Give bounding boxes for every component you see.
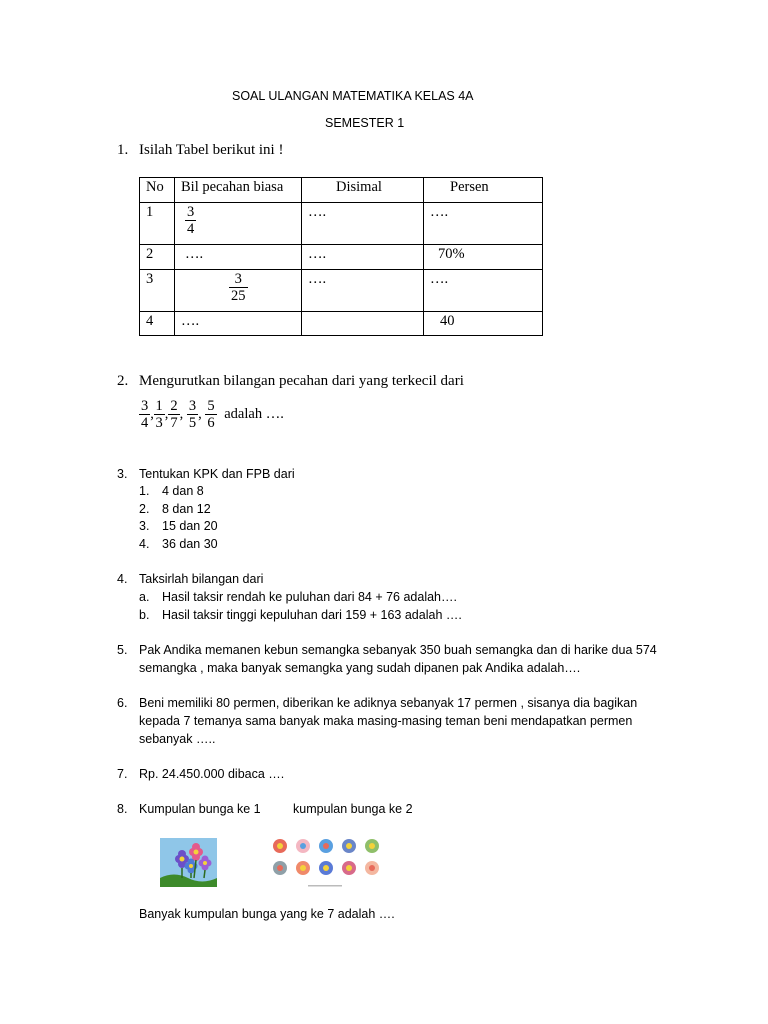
flower-group-2-image (268, 833, 382, 891)
row1-decimal: …. (302, 203, 424, 245)
flower-icon (273, 839, 287, 853)
row4-percent: 40 (424, 312, 543, 336)
header-fraction: Bil pecahan biasa (175, 178, 302, 203)
fraction-table (139, 177, 543, 336)
q2-frac4-num: 3 (188, 398, 197, 414)
q3-item-marker: 1. (139, 484, 150, 498)
q4-item-marker: b. (139, 608, 150, 622)
q5-line: semangka , maka banyak semangka yang sudah dipanen pak Andika adalah…. (139, 661, 581, 675)
q3-item: 15 dan 20 (162, 519, 218, 533)
table-row (140, 203, 543, 245)
table-row (140, 312, 543, 336)
flower-icon (273, 861, 287, 875)
q2-tail: adalah …. (224, 405, 284, 422)
row1-denominator: 4 (187, 221, 195, 237)
q4-number: 4. (117, 572, 128, 586)
q3-item-marker: 4. (139, 537, 150, 551)
row1-fraction (175, 203, 302, 245)
row1-no: 1 (140, 203, 175, 245)
q3-item: 8 dan 12 (162, 502, 211, 516)
q6-line: sebanyak ….. (139, 732, 216, 746)
row3-denominator: 25 (231, 288, 246, 304)
semester-label: SEMESTER 1 (325, 116, 405, 130)
q2-frac2-num: 1 (155, 398, 163, 414)
q7-number: 7. (117, 767, 128, 781)
q5-line: Pak Andika memanen kebun semangka sebanyak 350 buah semangka dan di harike dua 574 (139, 643, 657, 657)
table-row (140, 270, 543, 312)
q8-question: Banyak kumpulan bunga yang ke 7 adalah …. (139, 907, 395, 921)
q4-item-marker: a. (139, 590, 150, 604)
q1-number: 1. (117, 142, 129, 158)
q4-item: Hasil taksir tinggi kepuluhan dari 159 + 163 adalah …. (162, 608, 462, 622)
q3-item-marker: 3. (139, 519, 150, 533)
q2-number: 2. (117, 373, 129, 389)
q8-label-2: kumpulan bunga ke 2 (293, 802, 413, 816)
q2-frac3-den: 7 (170, 415, 178, 431)
q6-line: kepada 7 temanya sama banyak maka masing-masing teman beni mendapatkan permen (139, 714, 633, 728)
q3-item-marker: 2. (139, 502, 150, 516)
row2-percent: 70% (424, 245, 543, 270)
q4-item: Hasil taksir rendah ke puluhan dari 84 + 76 adalah…. (162, 590, 457, 604)
q2-frac1-num: 3 (141, 398, 149, 414)
row3-decimal: …. (302, 270, 424, 312)
flower-icon (342, 839, 356, 853)
q2-frac1-den: 4 (141, 415, 149, 431)
q2-text: Mengurutkan bilangan pecahan dari yang terkecil dari (139, 373, 464, 389)
q2-frac3-num: 2 (170, 398, 178, 414)
row1-percent: …. (424, 203, 543, 245)
row4-no: 4 (140, 312, 175, 336)
row2-decimal: …. (302, 245, 424, 270)
row3-numerator: 3 (229, 271, 248, 288)
q4-text: Taksirlah bilangan dari (139, 572, 264, 586)
q2-frac5-den: 6 (207, 415, 215, 431)
q2-fraction-list: $\frac{3}{4}$ , $\frac{1}{3}$ , $\frac{2}{7}$ , $\frac{3}{5}$ , $\frac{5}{6}$ adalah …. (141, 398, 284, 431)
q1-text: Isilah Tabel berikut ini ! (139, 142, 284, 158)
flower-icon (319, 861, 333, 875)
flower-icon (319, 839, 333, 853)
table-header-row (140, 178, 543, 203)
q8-number: 8. (117, 802, 128, 816)
row3-no: 3 (140, 270, 175, 312)
q3-text: Tentukan KPK dan FPB dari (139, 467, 295, 481)
q7-text: Rp. 24.450.000 dibaca …. (139, 767, 285, 781)
q5-number: 5. (117, 643, 128, 657)
header-no: No (140, 178, 175, 203)
row3-percent: …. (424, 270, 543, 312)
page-title: SOAL ULANGAN MATEMATIKA KELAS 4A (232, 89, 474, 103)
watermark-line (308, 885, 342, 887)
q6-number: 6. (117, 696, 128, 710)
q3-item: 36 dan 30 (162, 537, 218, 551)
flower-icon (342, 861, 356, 875)
row2-fraction: …. (175, 245, 302, 270)
header-decimal: Disimal (302, 178, 424, 203)
q6-line: Beni memiliki 80 permen, diberikan ke adiknya sebanyak 17 permen , sisanya dia bagikan (139, 696, 638, 710)
flower-icon (296, 861, 310, 875)
flower-group-1-image (160, 838, 217, 887)
row4-decimal (302, 312, 424, 336)
row4-fraction: …. (175, 312, 302, 336)
q2-frac5-num: 5 (207, 398, 215, 414)
row1-numerator: 3 (187, 204, 195, 220)
flower-icon (365, 839, 379, 853)
q8-label-1: Kumpulan bunga ke 1 (139, 802, 261, 816)
header-percent: Persen (424, 178, 543, 203)
q3-number: 3. (117, 467, 128, 481)
table-row (140, 245, 543, 270)
q2-frac4-den: 5 (188, 415, 197, 431)
row2-no: 2 (140, 245, 175, 270)
flower-icon (365, 861, 379, 875)
q3-item: 4 dan 8 (162, 484, 204, 498)
flower-icon (296, 839, 310, 853)
row3-fraction (175, 270, 302, 312)
q2-frac2-den: 3 (155, 415, 163, 431)
